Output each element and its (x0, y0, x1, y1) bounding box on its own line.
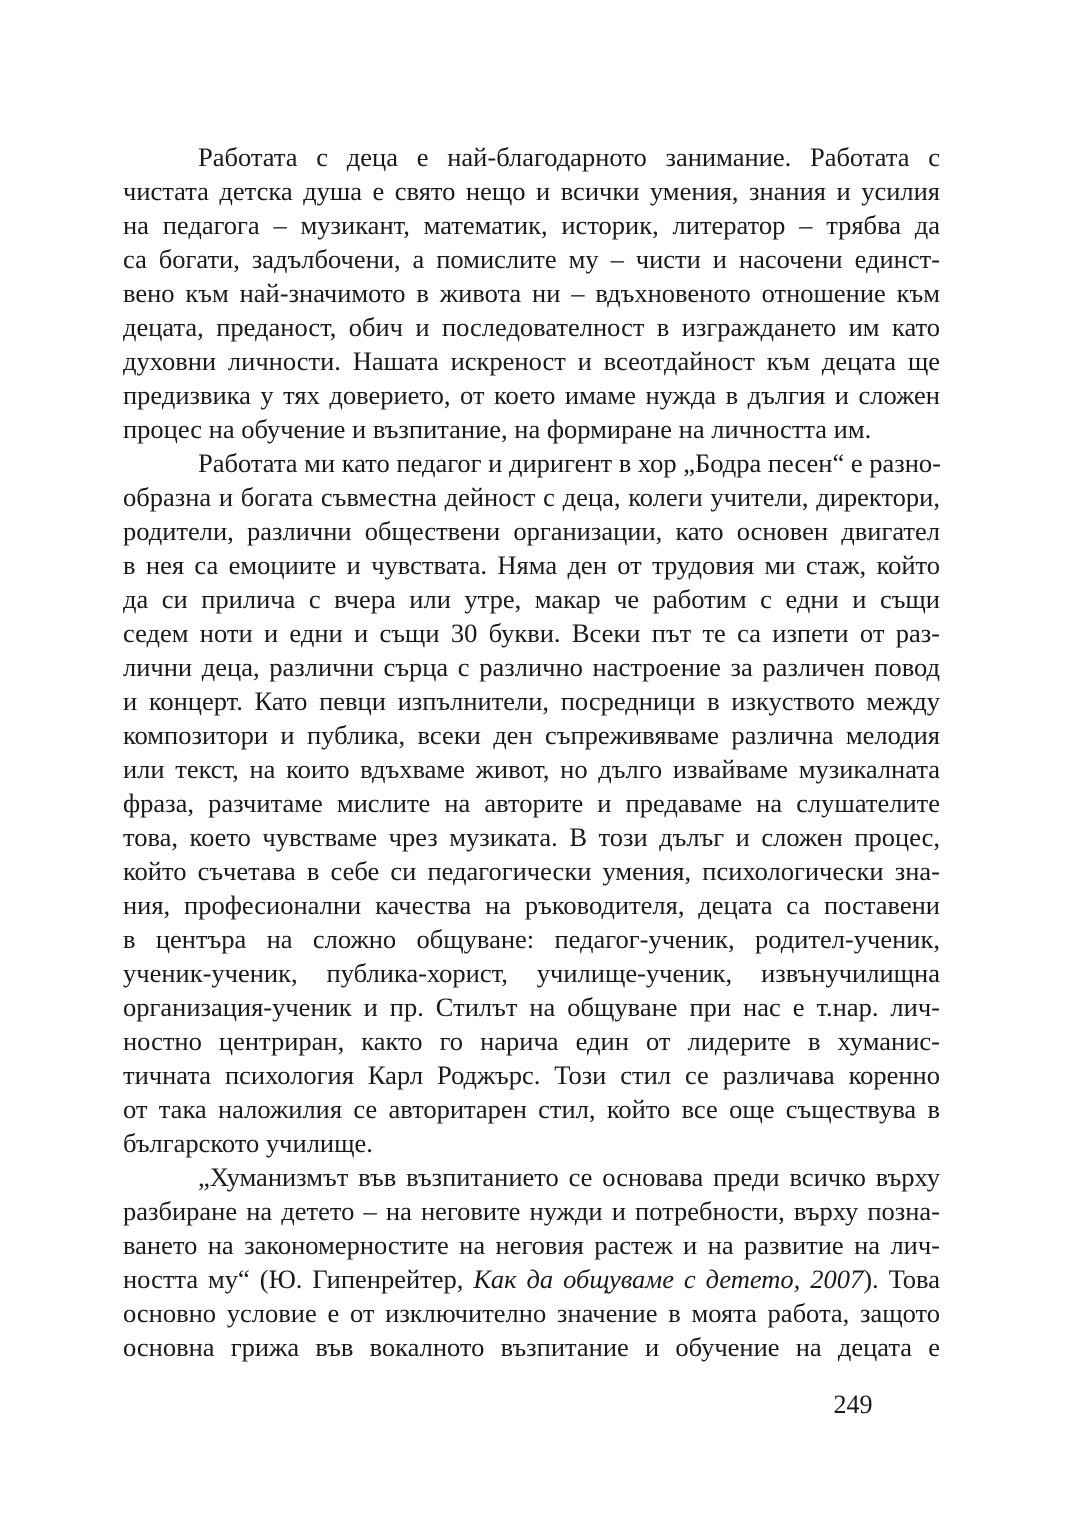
text-line: родители, различни обществени организации, като основен двигател (123, 516, 940, 546)
text-line: ученик-ученик, публика-хорист, училище-ученик, извънучилищна (123, 958, 940, 988)
text-line: ния, професионални качества на ръководителя, децата са поставени (123, 890, 940, 920)
body-text (123, 140, 940, 1364)
text-line: в нея са емоциите и чувствата. Няма ден от трудовия ми стаж, който (123, 550, 940, 580)
citation-lead-text: ността му“ (Ю. Гипенрейтер, (123, 1264, 474, 1294)
text-line: лични деца, различни сърца с различно настроение за различен повод (123, 652, 940, 682)
text-line: тичната психология Карл Роджърс. Този стил се различава коренно (123, 1060, 940, 1090)
text-line: Работата с деца е най-благодарното занимание. Работата с (198, 142, 940, 172)
cited-book-title: Как да общуваме с детето, 2007 (473, 1264, 864, 1294)
text-line: образна и богата съвместна дейност с деца, колеги учители, директори, (123, 482, 940, 512)
paragraph-3 (123, 1160, 940, 1364)
paragraph-2 (123, 446, 940, 1160)
citation-tail-text: ). Това (863, 1264, 940, 1294)
paragraph-1 (123, 140, 940, 446)
text-line: ностно центриран, както го нарича един от лидерите в хуманис- (123, 1026, 940, 1056)
text-line: и концерт. Като певци изпълнители, посредници в изкуството между (123, 686, 940, 716)
text-line: в центъра на сложно общуване: педагог-ученик, родител-ученик, (123, 924, 940, 954)
text-line: или текст, на които вдъхваме живот, но дълго извайваме музикалната (123, 754, 940, 784)
text-line: ването на закономерностите на неговия растеж и на развитие на лич- (123, 1230, 940, 1260)
page-number: 249 (833, 1390, 873, 1419)
text-line: организация-ученик и пр. Стилът на общуване при нас е т.нар. лич- (123, 992, 940, 1022)
text-line: чистата детска душа е свято нещо и всички умения, знания и усилия (123, 176, 940, 206)
text-line: това, което чувстваме чрез музиката. В този дълъг и сложен процес, (123, 822, 940, 852)
text-line: от така наложилия се авторитарен стил, който все още съществува в (123, 1094, 940, 1124)
text-line-with-citation (123, 1262, 940, 1296)
text-line: децата, преданост, обич и последователност в изграждането им като (123, 312, 940, 342)
text-line: основно условие е от изключително значение в моята работа, защото (123, 1298, 940, 1328)
text-line: който съчетава в себе си педагогически умения, психологически зна- (123, 856, 940, 886)
text-line: на педагога – музикант, математик, историк, литератор – трябва да (123, 210, 940, 240)
text-line: разбиране на детето – на неговите нужди и потребности, върху позна- (123, 1196, 940, 1226)
text-line: процес на обучение и възпитание, на формиране на личността им. (123, 414, 872, 444)
text-line: предизвика у тях доверието, от което имаме нужда в дългия и сложен (123, 380, 940, 410)
text-line: фраза, разчитаме мислите на авторите и предаваме на слушателите (123, 788, 940, 818)
text-line: основна грижа във вокалното възпитание и обучение на децата е (123, 1332, 940, 1362)
text-line: да си прилича с вчера или утре, макар че работим с едни и същи (123, 584, 940, 614)
text-line: „Хуманизмът във възпитанието се основава преди всичко върху (198, 1162, 940, 1192)
text-line: вено към най-значимото в живота ни – вдъхновеното отношение към (123, 278, 940, 308)
text-line: композитори и публика, всеки ден съпреживяваме различна мелодия (123, 720, 940, 750)
text-line: са богати, задълбочени, а помислите му – чисти и насочени единст- (123, 244, 940, 274)
text-line: Работата ми като педагог и диригент в хор „Бодра песен“ е разно- (198, 448, 941, 478)
text-line: българското училище. (123, 1128, 373, 1158)
text-line: духовни личности. Нашата искреност и всеотдайност към децата ще (123, 346, 940, 376)
text-line: седем ноти и едни и същи 30 букви. Всеки път те са изпети от раз- (123, 618, 940, 648)
